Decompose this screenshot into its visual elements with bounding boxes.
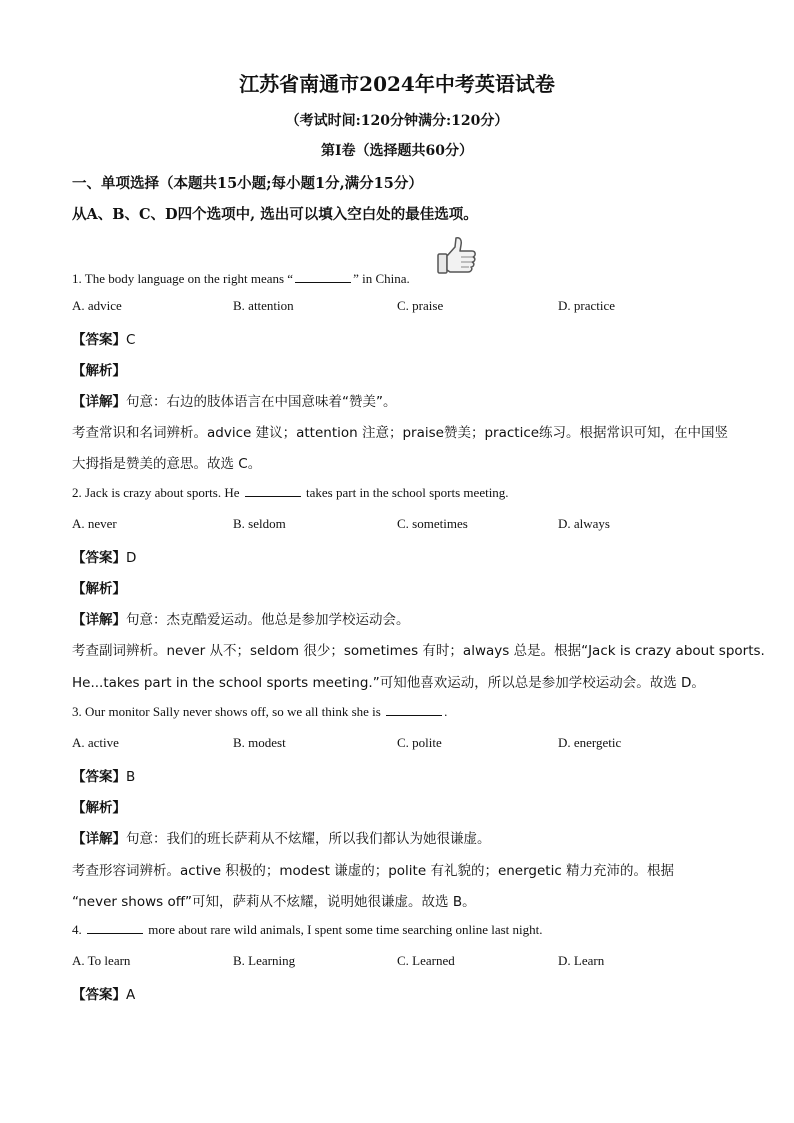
option: B. modest xyxy=(233,735,286,750)
question-stem: 4. more about rare wild animals, I spent some time searching online last night. xyxy=(72,922,543,937)
explanation-line: 考查常识和名词辨析。advice 建议；attention 注意；praise赞美；practice练习。根据常识可知，在中国竖 xyxy=(72,425,729,441)
volume-title: 第Ⅰ卷（选择题共60分） xyxy=(320,143,474,159)
option: B. seldom xyxy=(233,516,286,531)
page-title: 江苏省南通市2024年中考英语试卷 xyxy=(239,72,555,96)
explanation-line: 大拇指是赞美的意思。故选 C。 xyxy=(72,456,262,472)
thumbs-up-icon xyxy=(436,236,478,276)
option: B. attention xyxy=(233,298,294,313)
analysis-label: 【解析】 xyxy=(72,363,126,379)
option: A. never xyxy=(72,516,117,531)
exam-info: （考试时间:120分钟满分:120分） xyxy=(285,113,509,129)
option: D. practice xyxy=(558,298,616,313)
explanation-line: He...takes part in the school sports meeting.”可知他喜欢运动，所以总是参加学校运动会。故选 D。 xyxy=(72,675,705,691)
option: A. To learn xyxy=(72,953,131,968)
option: C. polite xyxy=(397,735,442,750)
answer-line: 【答案】D xyxy=(72,550,137,566)
question-stem: 3. Our monitor Sally never shows off, so we all think she is . xyxy=(72,704,448,719)
option: A. advice xyxy=(72,298,122,313)
option: B. Learning xyxy=(233,953,296,968)
option: C. Learned xyxy=(397,953,455,968)
question-stem: 1. The body language on the right means “ ” in China. xyxy=(72,271,410,286)
analysis-label: 【解析】 xyxy=(72,800,126,816)
analysis-label: 【解析】 xyxy=(72,581,126,597)
answer-blank xyxy=(295,271,351,283)
detail-line: 【详解】句意：我们的班长萨莉从不炫耀，所以我们都认为她很谦虚。 xyxy=(72,831,491,847)
detail-line: 【详解】句意：右边的肢体语言在中国意味着“赞美”。 xyxy=(72,394,397,410)
option: C. praise xyxy=(397,298,444,313)
option: D. always xyxy=(558,516,610,531)
explanation-line: “never shows off”可知，萨莉从不炫耀，说明她很谦虚。故选 B。 xyxy=(72,894,476,910)
answer-line: 【答案】A xyxy=(72,987,136,1003)
explanation-line: 考查形容词辨析。active 积极的；modest 谦虚的；polite 有礼貌的；energetic 精力充沛的。根据 xyxy=(72,863,675,879)
section-title: 一、单项选择（本题共15小题;每小题1分,满分15分） xyxy=(72,175,423,192)
option: D. Learn xyxy=(558,953,605,968)
explanation-line: 考查副词辨析。never 从不；seldom 很少；sometimes 有时；always 总是。根据“Jack is crazy about sports. xyxy=(72,643,765,659)
answer-blank xyxy=(87,922,143,934)
option: A. active xyxy=(72,735,119,750)
answer-blank xyxy=(386,704,442,716)
option: D. energetic xyxy=(558,735,622,750)
option: C. sometimes xyxy=(397,516,468,531)
question-stem: 2. Jack is crazy about sports. He takes part in the school sports meeting. xyxy=(72,485,509,500)
detail-line: 【详解】句意：杰克酷爱运动。他总是参加学校运动会。 xyxy=(72,612,410,628)
answer-blank xyxy=(245,485,301,497)
answer-line: 【答案】B xyxy=(72,769,136,785)
instruction-text: 从A、B、C、D四个选项中, 选出可以填入空白处的最佳选项。 xyxy=(72,206,478,223)
answer-line: 【答案】C xyxy=(72,332,136,348)
